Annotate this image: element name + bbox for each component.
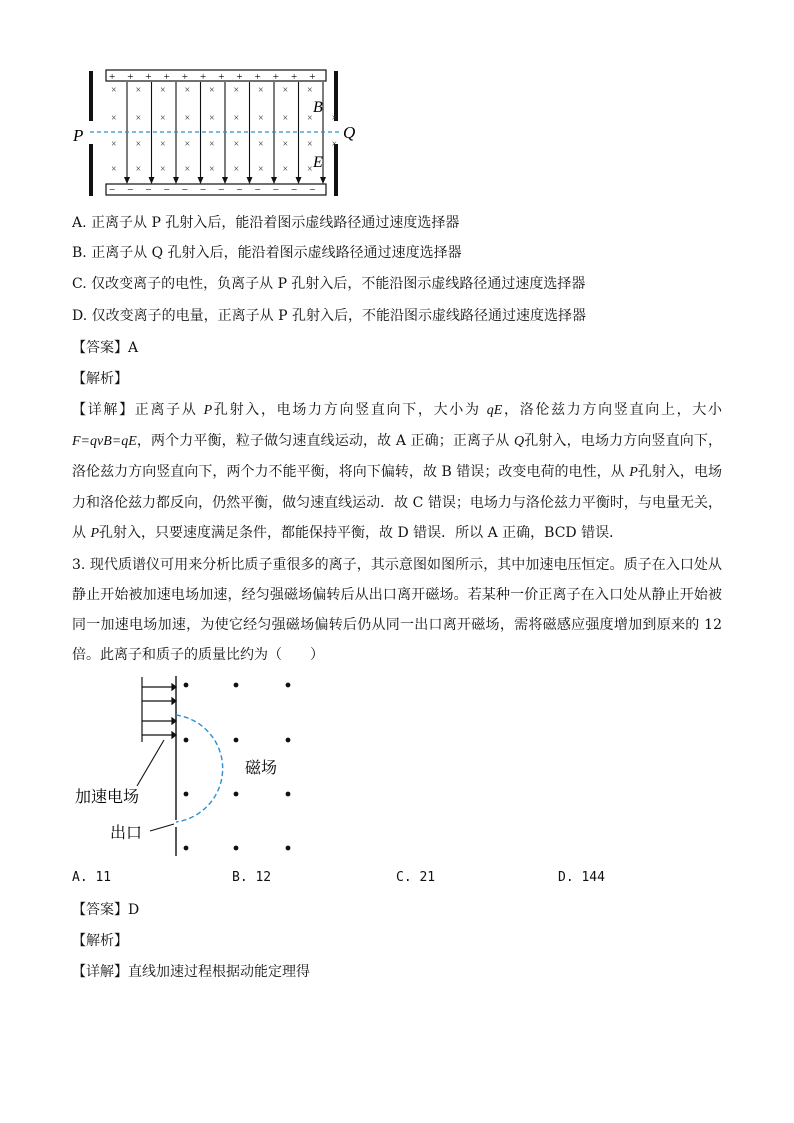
minus-sign: −	[291, 184, 298, 196]
minus-sign: −	[254, 184, 261, 196]
field-arrowhead	[149, 177, 155, 184]
detail-tag: 【详解】	[72, 964, 128, 980]
cross-mark: ×	[184, 113, 191, 124]
cross-mark: ×	[209, 164, 215, 175]
cross-mark: ×	[258, 164, 264, 175]
cross-mark: ×	[209, 113, 215, 124]
cross-mark: ×	[307, 85, 313, 96]
cross-mark: ×	[135, 139, 142, 150]
cross-mark: ×	[233, 139, 240, 150]
q3-option-d: D. 144	[558, 870, 605, 885]
minus-sign: −	[200, 184, 207, 196]
accel-pointer	[137, 740, 164, 786]
label-p: P	[73, 126, 84, 145]
accel-arrows	[142, 677, 176, 742]
field-dot	[234, 846, 239, 851]
left-electrode-top	[89, 71, 93, 121]
field-dot	[286, 738, 291, 743]
q2-answer	[72, 338, 138, 358]
cross-mark: ×	[258, 113, 264, 124]
plus-sign: +	[309, 71, 316, 83]
q2-detail: 【详解】正离子从 P孔射入，电场力方向竖直向下，大小为 qE，洛伦兹力方向竖直向上，大小 F=qvB=qE，两个力平衡，粒子做匀速直线运动，故 A 正确；正离子从 Q孔射入，电场力方向竖直向下，洛伦兹力方向竖直向下，两个力不能平衡，将向下偏转，故 B 错误；改变电荷的电性，从 P孔射入，电场力和洛伦兹力都反向，仍然平衡，做匀速直线运动．故 C 错误；电场力与洛伦兹力平衡时，与电量无关，从 P孔射入，只要速度满足条件，都能保持平衡，故 D 错误．所以 A 正确，BCD 错误．	[72, 402, 723, 541]
minus-sign: −	[272, 184, 280, 196]
q3-option-a: A. 11	[72, 870, 112, 885]
field-arrowhead	[198, 177, 204, 184]
q3-answer	[72, 900, 139, 920]
cross-mark: ×	[233, 85, 240, 96]
cross-mark: ×	[307, 164, 313, 175]
field-arrowhead	[124, 177, 130, 184]
cross-mark: ×	[331, 113, 338, 124]
minus-sign: −	[145, 184, 152, 196]
cross-mark: ×	[307, 139, 313, 150]
plus-sign: +	[109, 71, 116, 83]
cross-mark: ×	[233, 113, 240, 124]
cross-mark: ×	[111, 113, 117, 124]
field-arrowhead	[247, 177, 253, 184]
minus-sign: −	[309, 184, 316, 196]
cross-mark: ×	[111, 85, 117, 96]
minus-sign: −	[236, 184, 243, 196]
cross-mark: ×	[233, 164, 240, 175]
field-arrowhead	[320, 177, 326, 184]
ion-path	[176, 715, 223, 822]
cross-mark: ×	[209, 85, 215, 96]
field-dot	[286, 792, 291, 797]
field-dot	[184, 846, 189, 851]
cross-mark: ×	[160, 139, 166, 150]
left-electrode-bottom	[89, 144, 93, 196]
field-arrowhead	[296, 177, 302, 184]
q2-option-c: C. 仅改变离子的电性，负离子从 P 孔射入后，不能沿图示虚线路径通过速度选择器	[72, 276, 586, 292]
minus-sign: −	[218, 184, 225, 196]
label-q: Q	[343, 123, 356, 142]
plus-sign: +	[181, 71, 189, 83]
field-dot	[234, 683, 239, 688]
plus-sign: +	[236, 71, 243, 83]
plus-sign: +	[163, 71, 170, 83]
field-dot	[184, 683, 189, 688]
cross-mark: ×	[282, 164, 289, 175]
q3-analysis-tag: 【解析】	[72, 933, 128, 949]
cross-mark: ×	[111, 164, 117, 175]
field-arrowhead	[222, 177, 228, 184]
cross-mark: ×	[331, 139, 338, 150]
field-dot	[234, 738, 239, 743]
label-accel: 加速电场	[75, 789, 140, 806]
minus-sign: −	[109, 184, 116, 196]
q2-option-d: D. 仅改变离子的电量，正离子从 P 孔射入后，不能沿图示虚线路径通过速度选择器	[72, 308, 586, 324]
plus-sign: +	[254, 71, 261, 83]
label-exit: 出口	[110, 825, 143, 842]
minus-sign: −	[127, 184, 134, 196]
answer-value: D	[128, 902, 140, 918]
cross-mark: ×	[111, 139, 117, 150]
label-e: E	[313, 154, 323, 171]
cross-mark: ×	[184, 164, 191, 175]
cross-mark: ×	[282, 113, 289, 124]
plus-sign: +	[218, 71, 225, 83]
cross-mark: ×	[258, 85, 264, 96]
field-arrowhead	[271, 177, 277, 184]
field-dot	[286, 683, 291, 688]
plus-sign: +	[291, 71, 298, 83]
electric-field-arrows	[124, 82, 326, 184]
cross-mark: ×	[209, 139, 215, 150]
q3-option-b: B. 12	[232, 870, 272, 885]
field-dot	[184, 792, 189, 797]
plus-sign: +	[272, 71, 280, 83]
plus-sign: +	[127, 71, 134, 83]
field-arrowhead	[173, 177, 179, 184]
plus-sign: +	[200, 71, 207, 83]
label-b: B	[313, 99, 323, 116]
mass-spectrometer-figure	[72, 672, 312, 862]
minus-signs	[109, 184, 315, 196]
q2-option-a: A. 正离子从 P 孔射入后，能沿着图示虚线路径通过速度选择器	[72, 215, 460, 231]
field-dot	[234, 792, 239, 797]
cross-mark: ×	[307, 113, 313, 124]
field-dot	[184, 738, 189, 743]
detail-tag: 【详解】	[72, 402, 135, 418]
cross-mark: ×	[258, 139, 264, 150]
cross-mark: ×	[135, 113, 142, 124]
cross-mark: ×	[160, 85, 166, 96]
magnetic-field-crosses	[111, 85, 337, 175]
cross-mark: ×	[184, 139, 191, 150]
answer-tag: 【答案】	[72, 340, 128, 356]
q2-analysis-tag: 【解析】	[72, 371, 128, 387]
right-electrode-bottom	[334, 144, 338, 196]
answer-value: A	[128, 340, 139, 356]
plus-sign: +	[145, 71, 152, 83]
cross-mark: ×	[282, 85, 289, 96]
answer-tag: 【答案】	[72, 902, 128, 918]
field-dot	[286, 846, 291, 851]
cross-mark: ×	[184, 85, 191, 96]
q3-detail: 【详解】直线加速过程根据动能定理得	[72, 964, 310, 980]
q2-option-b: B. 正离子从 Q 孔射入后，能沿着图示虚线路径通过速度选择器	[72, 245, 462, 261]
cross-mark: ×	[135, 164, 142, 175]
label-field: 磁场	[245, 760, 278, 777]
exit-pointer	[150, 824, 174, 831]
cross-mark: ×	[160, 113, 166, 124]
cross-mark: ×	[160, 164, 166, 175]
minus-sign: −	[181, 184, 189, 196]
q3-stem: 3. 现代质谱仪可用来分析比质子重很多的离子，其示意图如图所示，其中加速电压恒定。质子在入口处从静止开始被加速电场加速，经匀强磁场偏转后从出口离开磁场。若某种一价正离子在入口处从静止开始被同一加速电场加速，为使它经匀强磁场偏转后仍从同一出口离开磁场，需将磁感应强度增加到原来的 12 倍。此离子和质子的质量比约为（ ）	[72, 557, 722, 663]
q3-option-c: C. 21	[396, 870, 436, 885]
cross-mark: ×	[282, 139, 289, 150]
velocity-selector-figure	[70, 66, 360, 202]
cross-mark: ×	[135, 85, 142, 96]
minus-sign: −	[163, 184, 170, 196]
